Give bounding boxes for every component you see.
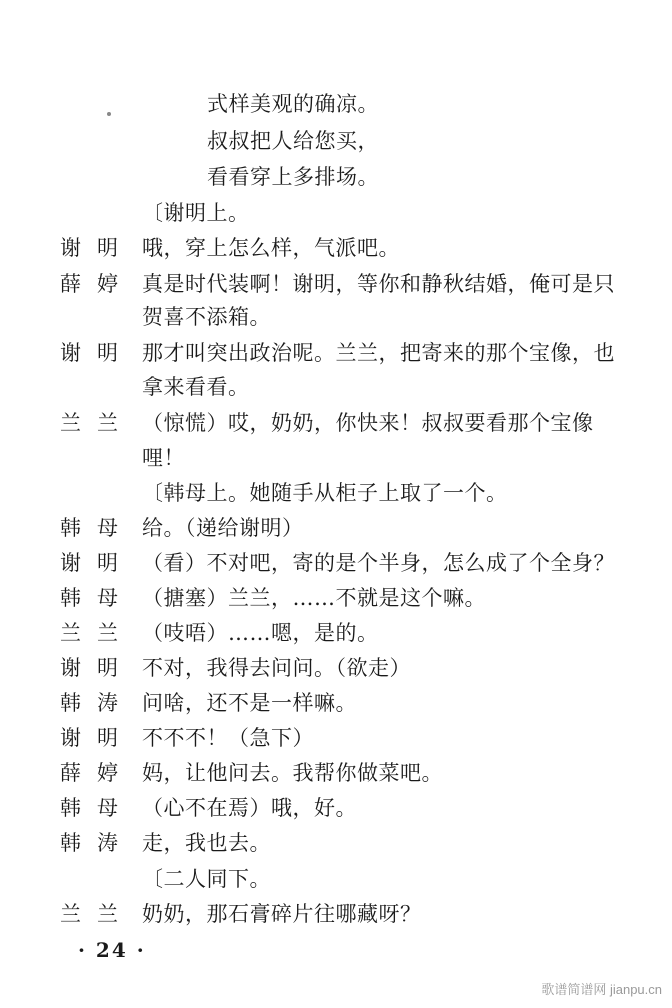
dialogue-text: 那才叫突出政治呢。兰兰，把寄来的那个宝像，也 <box>142 341 615 365</box>
speaker-name: 谢明 <box>60 656 134 680</box>
speaker-name: 韩母 <box>60 586 134 610</box>
dialogue-text: 真是时代装啊！谢明，等你和静秋结婚，俺可是只 <box>142 272 615 296</box>
dialogue-text: 奶奶，那石膏碎片往哪藏呀？ <box>142 902 422 926</box>
speaker-name: 兰兰 <box>60 411 134 435</box>
dialogue-text: （搪塞）兰兰，……不就是这个嘛。 <box>142 586 486 610</box>
verse-line: 看看穿上多排场。 <box>207 165 379 189</box>
dialogue-continuation: 哩！ <box>142 446 185 470</box>
speaker-name: 韩涛 <box>60 831 134 855</box>
dialogue-text: 走，我也去。 <box>142 831 271 855</box>
dialogue-text: （看）不对吧，寄的是个半身，怎么成了个全身？ <box>142 551 615 575</box>
speaker-name: 韩涛 <box>60 691 134 715</box>
speaker-name: 谢明 <box>60 551 134 575</box>
page-number: · 24 · <box>78 938 146 962</box>
dialogue-text: （心不在焉）哦，好。 <box>142 796 357 820</box>
dialogue-text: （惊慌）哎，奶奶，你快来！叔叔要看那个宝像 <box>142 411 594 435</box>
stage-direction: 〔二人同下。 <box>142 867 271 891</box>
speaker-name: 薛婷 <box>60 272 134 296</box>
verse-line: 叔叔把人给您买， <box>207 129 379 153</box>
speaker-name: 韩母 <box>60 796 134 820</box>
speaker-name: 韩母 <box>60 516 134 540</box>
dialogue-text: 不不不！（急下） <box>142 726 314 750</box>
dialogue-text: 妈，让他问去。我帮你做菜吧。 <box>142 761 443 785</box>
dialogue-continuation: 贺喜不添箱。 <box>142 305 271 329</box>
dialogue-text: 给。（递给谢明） <box>142 516 304 540</box>
print-speck <box>107 112 111 116</box>
stage-direction: 〔谢明上。 <box>142 201 250 225</box>
speaker-name: 谢明 <box>60 726 134 750</box>
speaker-name: 谢明 <box>60 341 134 365</box>
dialogue-text: （吱唔）……嗯，是的。 <box>142 621 379 645</box>
dialogue-continuation: 拿来看看。 <box>142 375 250 399</box>
dialogue-text: 不对，我得去问问。（欲走） <box>142 656 411 680</box>
speaker-name: 兰兰 <box>60 902 134 926</box>
site-watermark: 歌谱简谱网 jianpu.cn <box>541 982 662 997</box>
dialogue-text: 问啥，还不是一样嘛。 <box>142 691 357 715</box>
verse-line: 式样美观的确凉。 <box>207 92 379 116</box>
speaker-name: 兰兰 <box>60 621 134 645</box>
stage-direction: 〔韩母上。她随手从柜子上取了一个。 <box>142 481 508 505</box>
dialogue-text: 哦，穿上怎么样，气派吧。 <box>142 236 400 260</box>
speaker-name: 薛婷 <box>60 761 134 785</box>
speaker-name: 谢明 <box>60 236 134 260</box>
